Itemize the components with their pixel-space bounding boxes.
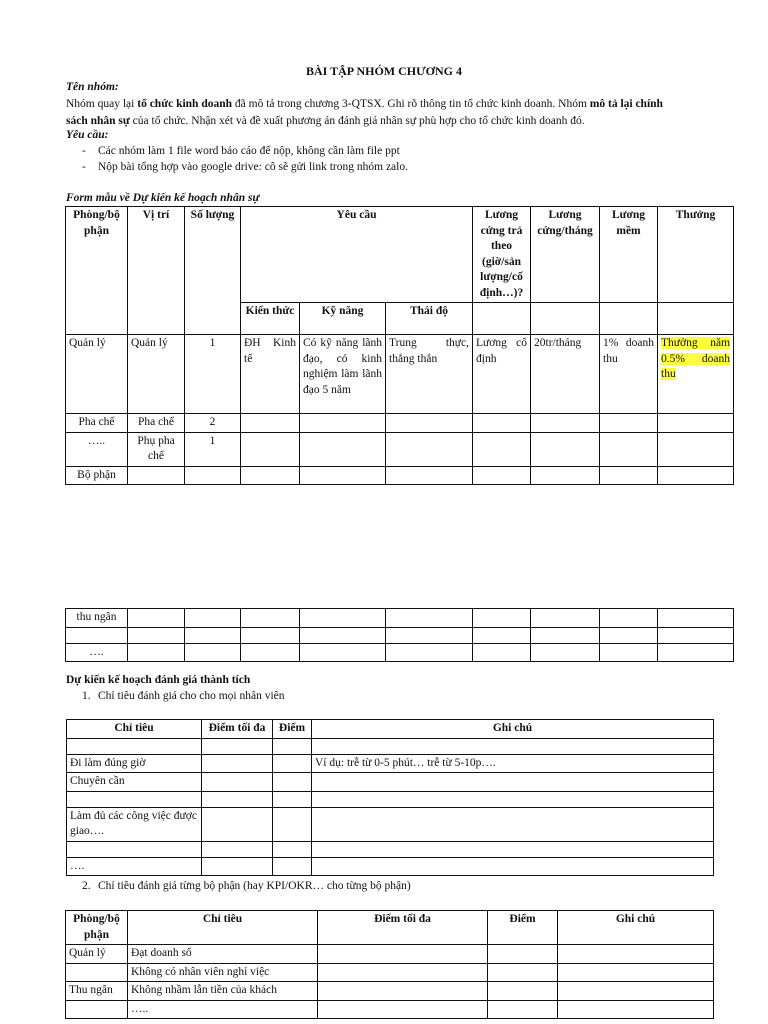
- header-base-pay-type: Lương cứng trả theo (giờ/sản lượng/cố định…)?: [473, 207, 531, 303]
- table-row: [66, 609, 734, 628]
- table-row: [66, 627, 734, 643]
- evaluation-item-1: [82, 688, 285, 705]
- cell-department: ….: [66, 643, 128, 662]
- cell-position: Pha chế: [128, 414, 185, 433]
- table-row: [67, 738, 714, 754]
- intro-text-3: của tổ chức. Nhận xét và đề xuất phương án đánh giá nhân sự phù hợp cho tổ chức kinh doanh đó.: [129, 115, 585, 127]
- cell-criteria: Không nhầm lẫn tiền của khách: [128, 982, 318, 1001]
- staffing-form-heading: Form mẫu về Dự kiến kế hoạch nhân sự: [66, 192, 260, 204]
- table-cell: [658, 303, 734, 335]
- cell-position: Quản lý: [128, 335, 185, 414]
- cell-department: Quản lý: [66, 945, 128, 964]
- cell-department: …..: [66, 432, 128, 466]
- header-requirements: Yêu cầu: [241, 207, 473, 303]
- table-row: [66, 982, 714, 1001]
- item-number: 1.: [82, 690, 91, 702]
- header-position: Vị trí: [128, 207, 185, 335]
- evaluation-item-2: [82, 878, 411, 895]
- cell-department: [66, 1000, 128, 1019]
- cell-criteria: …..: [128, 1000, 318, 1019]
- bullet-dash: -: [82, 161, 86, 173]
- header-soft-pay: Lương mềm: [600, 207, 658, 303]
- evaluation-heading: Dự kiến kế hoạch đánh giá thành tích: [66, 674, 251, 686]
- table-row: [66, 963, 714, 982]
- cell-quantity: 2: [185, 414, 241, 433]
- table-row: [66, 1000, 714, 1019]
- header-department: Phòng/bộ phận: [66, 911, 128, 945]
- table-row: [66, 643, 734, 662]
- table-row: [67, 754, 714, 773]
- cell-bonus: [658, 335, 734, 414]
- table-cell: [600, 303, 658, 335]
- cell-criteria: [67, 841, 202, 857]
- requirement-item: [82, 143, 400, 160]
- cell-criteria: Làm đủ các công việc được giao….: [67, 807, 202, 841]
- intro-text-1: Nhóm quay lại: [66, 98, 138, 110]
- cell-criteria: Đi làm đúng giờ: [67, 754, 202, 773]
- header-department: Phòng/bộ phận: [66, 207, 128, 335]
- intro-text-2: đã mô tả trong chương 3-QTSX. Ghi rõ thông tin tổ chức kinh doanh. Nhóm: [232, 98, 590, 110]
- cell-quantity: 1: [185, 335, 241, 414]
- intro-bold-1: tổ chức kinh doanh: [137, 98, 233, 110]
- header-base-pay-month: Lương cứng/tháng: [531, 207, 600, 303]
- department-kpi-table: [65, 910, 714, 1019]
- header-notes: Ghi chú: [312, 720, 714, 739]
- cell-criteria: Chuyên cần: [67, 773, 202, 792]
- table-row: [66, 945, 714, 964]
- table-row: [67, 841, 714, 857]
- cell-notes: [312, 841, 714, 857]
- highlighted-bonus-text: Thưởng năm 0.5% doanh thu: [661, 337, 731, 380]
- cell-department: [66, 963, 128, 982]
- cell-department: [66, 627, 128, 643]
- requirement-text: Các nhóm làm 1 file word báo cáo để nộp, không cần làm file ppt: [98, 145, 400, 157]
- cell-department: Quản lý: [66, 335, 128, 414]
- item-text: Chỉ tiêu đánh giá cho cho mọi nhân viên: [98, 690, 285, 702]
- table-cell: [531, 303, 600, 335]
- cell-criteria: Không có nhân viên nghỉ việc: [128, 963, 318, 982]
- cell-criteria: [67, 791, 202, 807]
- cell-department: thu ngân: [66, 609, 128, 628]
- header-notes: Ghi chú: [558, 911, 714, 945]
- document-title: BÀI TẬP NHÓM CHƯƠNG 4: [305, 64, 462, 78]
- intro-bold-3: sách nhân sự: [66, 115, 130, 127]
- header-criteria: Chỉ tiêu: [128, 911, 318, 945]
- cell-notes: [312, 738, 714, 754]
- header-skills: Kỹ năng: [300, 303, 386, 335]
- table-row: [67, 773, 714, 792]
- cell-department: Pha chế: [66, 414, 128, 433]
- cell-knowledge: ĐH Kinh tế: [241, 335, 300, 414]
- group-name-label: Tên nhóm:: [66, 81, 119, 93]
- cell-criteria: Đạt doanh số: [128, 945, 318, 964]
- header-max-score: Điểm tối đa: [202, 720, 273, 739]
- requirements-label: Yêu cầu:: [66, 129, 109, 141]
- header-attitude: Thái độ: [386, 303, 473, 335]
- cell-soft-pay: 1% doanh thu: [600, 335, 658, 414]
- table-row: [66, 466, 734, 485]
- table-row: [66, 335, 734, 414]
- cell-notes: [312, 857, 714, 876]
- table-row: [67, 857, 714, 876]
- cell-criteria: ….: [67, 857, 202, 876]
- cell-position: Phụ pha chế: [128, 432, 185, 466]
- item-number: 2.: [82, 880, 91, 892]
- header-bonus: Thưởng: [658, 207, 734, 303]
- intro-bold-2: mô tả lại chính: [589, 98, 663, 110]
- table-row: [66, 414, 734, 433]
- cell-criteria: [67, 738, 202, 754]
- cell-attitude: Trung thực, thẳng thắn: [386, 335, 473, 414]
- general-criteria-table: [66, 719, 714, 876]
- cell-base-pay-type: Lương cố định: [473, 335, 531, 414]
- header-score: Điểm: [488, 911, 558, 945]
- header-quantity: Số lượng: [185, 207, 241, 335]
- cell-base-pay-month: 20tr/tháng: [531, 335, 600, 414]
- cell-department: Thu ngân: [66, 982, 128, 1001]
- staffing-table-continued: [65, 608, 734, 662]
- table-row: [67, 807, 714, 841]
- cell-notes: [312, 773, 714, 792]
- cell-notes: [312, 807, 714, 841]
- bullet-dash: -: [82, 145, 86, 157]
- intro-paragraph: [66, 96, 736, 130]
- table-cell: [473, 303, 531, 335]
- requirement-item: [82, 159, 408, 176]
- cell-skills: Có kỹ năng lãnh đạo, có kinh nghiệm làm lãnh đạo 5 năm: [300, 335, 386, 414]
- table-row: [66, 432, 734, 466]
- staffing-table: [65, 206, 734, 485]
- cell-notes: Ví dụ: trễ từ 0-5 phút… trễ từ 5-10p….: [312, 754, 714, 773]
- header-criteria: Chỉ tiêu: [67, 720, 202, 739]
- cell-notes: [312, 791, 714, 807]
- cell-department: Bộ phận: [66, 466, 128, 485]
- item-text: Chỉ tiêu đánh giá từng bộ phận (hay KPI/OKR… cho từng bộ phận): [98, 880, 411, 892]
- header-knowledge: Kiến thức: [241, 303, 300, 335]
- table-row: [67, 791, 714, 807]
- requirement-text: Nộp bài tổng hợp vào google drive: cô sẽ gửi link trong nhóm zalo.: [98, 161, 408, 173]
- cell-quantity: 1: [185, 432, 241, 466]
- header-max-score: Điểm tối đa: [318, 911, 488, 945]
- header-score: Điểm: [273, 720, 312, 739]
